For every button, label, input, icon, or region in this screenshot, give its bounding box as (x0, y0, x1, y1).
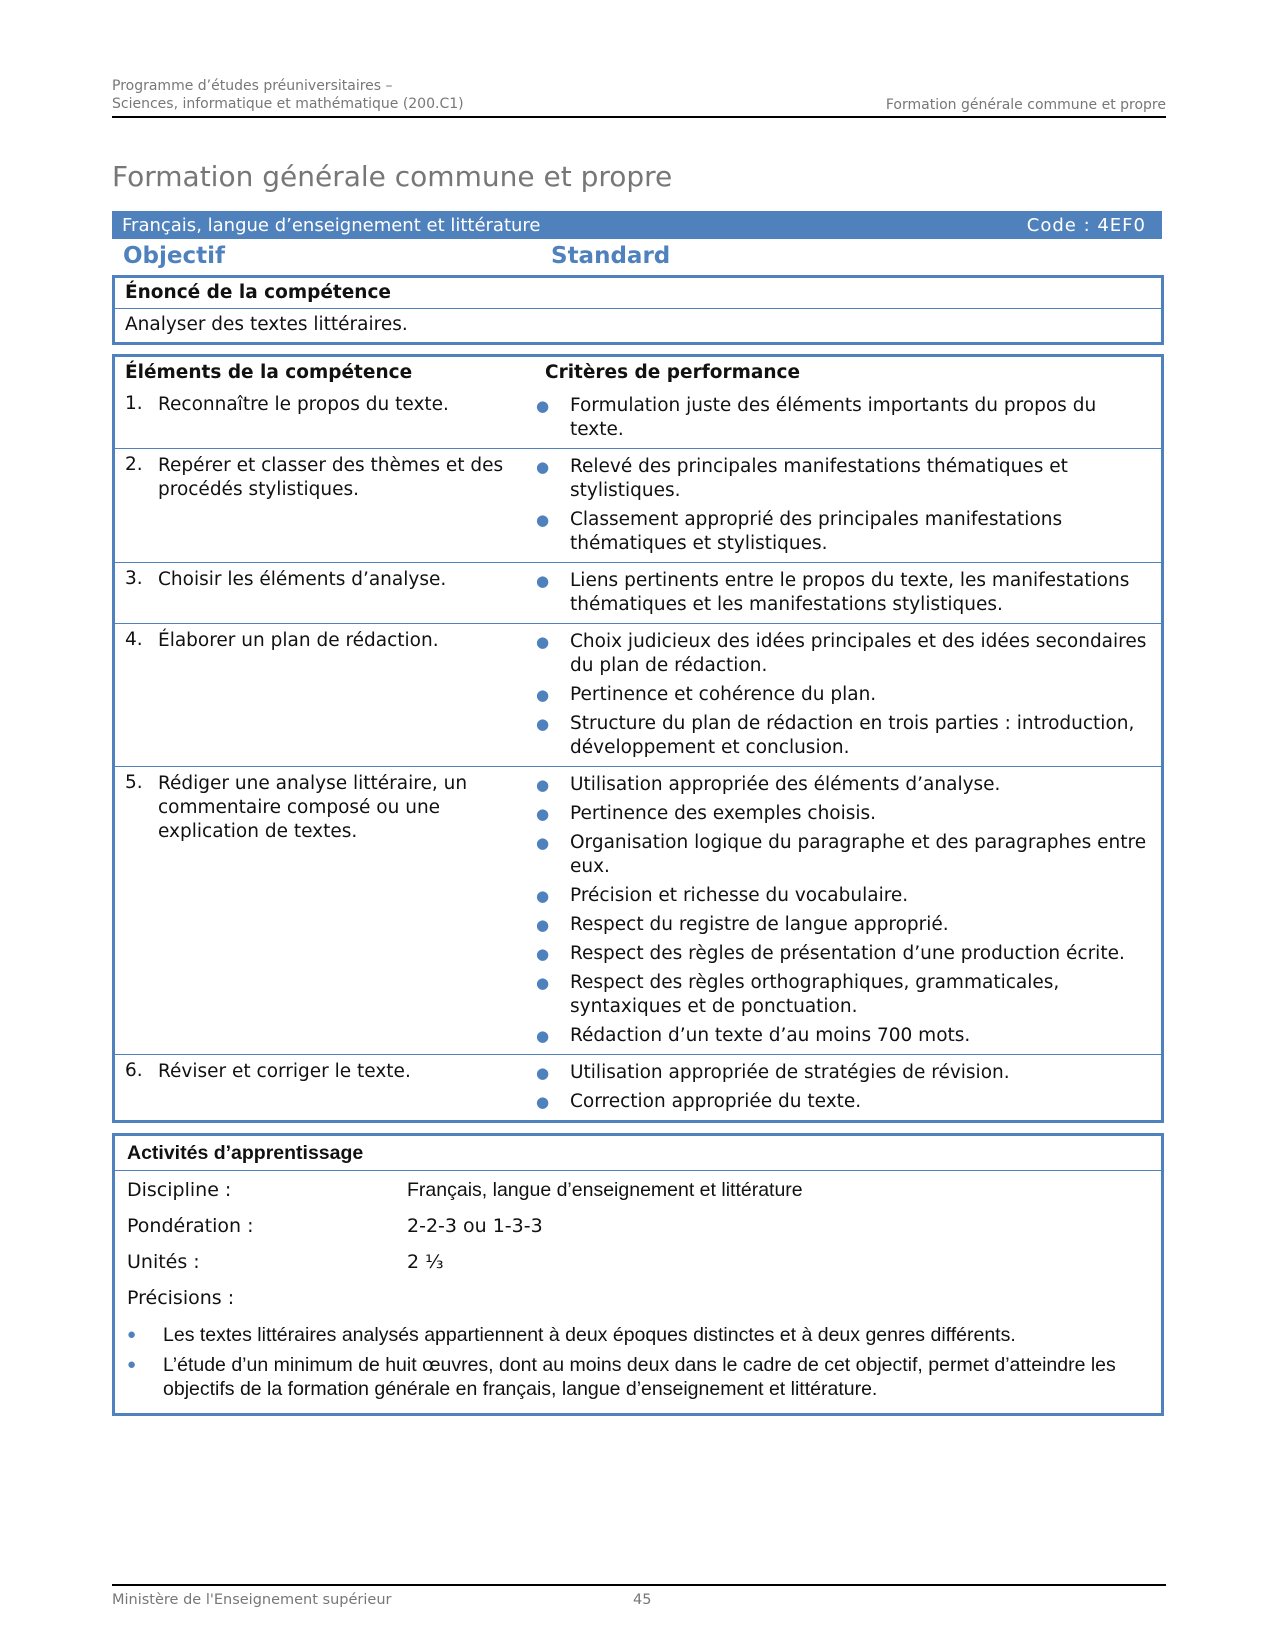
element-cell (125, 1060, 515, 1084)
column-objectif: Objectif (123, 243, 226, 269)
element-cell (125, 393, 515, 417)
enonce-text: Analyser des textes littéraires. (125, 314, 408, 335)
criteria-cell (535, 563, 1161, 623)
precision-item (115, 1353, 1161, 1401)
bullet-icon: ● (536, 1064, 550, 1082)
bullet-icon: ● (536, 776, 550, 794)
criterion-text: Respect des règles de présentation d’une production écrite. (570, 943, 1125, 964)
activites-box (112, 1133, 1164, 1416)
competence-table (112, 354, 1164, 1123)
bullet-icon: ● (536, 633, 550, 651)
element-text: Réviser et corriger le texte. (158, 1061, 411, 1082)
header-line-1: Programme d’études préuniversitaires – (112, 78, 393, 94)
element-cell (125, 772, 515, 844)
element-text: Choisir les éléments d’analyse. (158, 569, 447, 590)
bullet-icon: ● (536, 805, 550, 823)
element-text: Rédiger une analyse littéraire, un commentaire composé ou une explication de textes. (158, 773, 468, 842)
element-number: 2. (125, 454, 143, 475)
competence-row (115, 766, 1161, 1054)
precisions-list (115, 1323, 1161, 1401)
element-cell (125, 454, 515, 502)
criterion-item (535, 1061, 1147, 1085)
element-cell (125, 568, 515, 592)
page-footer (112, 1584, 1166, 1608)
course-discipline: Français, langue d’enseignement et littérature (122, 215, 541, 236)
element-number: 1. (125, 393, 143, 414)
criterion-item (535, 913, 1147, 937)
criterion-item (535, 455, 1147, 503)
bullet-icon: ● (536, 916, 550, 934)
bullet-icon: ● (536, 686, 550, 704)
bullet-icon: ● (536, 458, 550, 476)
criterion-text: Utilisation appropriée des éléments d’analyse. (570, 774, 1001, 795)
criterion-text: Formulation juste des éléments importants du propos du texte. (570, 395, 1097, 440)
page-header (112, 74, 1166, 118)
criteria-list (535, 563, 1147, 623)
criterion-text: Correction appropriée du texte. (570, 1091, 862, 1112)
element-number: 4. (125, 629, 143, 650)
element-text: Repérer et classer des thèmes et des procédés stylistiques. (158, 455, 504, 500)
header-section: Formation générale commune et propre (885, 97, 1166, 113)
page-title: Formation générale commune et propre (112, 160, 673, 193)
criterion-item (535, 1024, 1147, 1048)
criterion-text: Utilisation appropriée de stratégies de révision. (570, 1062, 1010, 1083)
criteria-list (535, 767, 1147, 1054)
criterion-item (535, 942, 1147, 966)
criteria-cell (535, 449, 1161, 562)
criterion-item (535, 394, 1147, 442)
criteria-list (535, 449, 1147, 562)
elements-label: Éléments de la compétence (125, 362, 413, 383)
criterion-text: Rédaction d’un texte d’au moins 700 mots. (570, 1025, 971, 1046)
criterion-text: Pertinence et cohérence du plan. (570, 684, 877, 705)
criterion-text: Classement approprié des principales manifestations thématiques et stylistiques. (570, 509, 1063, 554)
criterion-item (535, 683, 1147, 707)
unites-row (115, 1245, 1161, 1281)
competence-header-row (115, 357, 1161, 388)
unites-value: 2 ⅓ (407, 1251, 444, 1273)
enonce-label: Énoncé de la compétence (125, 282, 391, 303)
ponderation-value: 2-2-3 ou 1-3-3 (407, 1215, 543, 1237)
criterion-item (535, 569, 1147, 617)
bullet-icon: ● (536, 1093, 550, 1111)
criterion-item (535, 831, 1147, 879)
element-text: Reconnaître le propos du texte. (158, 394, 449, 415)
competence-row (115, 1054, 1161, 1120)
criterion-item (535, 508, 1147, 556)
criterion-text: Pertinence des exemples choisis. (570, 803, 877, 824)
criterion-text: Relevé des principales manifestations thématiques et stylistiques. (570, 456, 1068, 501)
unites-label: Unités : (127, 1251, 200, 1273)
criterion-item (535, 712, 1147, 760)
ponderation-row (115, 1209, 1161, 1245)
criteria-cell (535, 767, 1161, 1054)
discipline-row (115, 1173, 1161, 1209)
discipline-value: Français, langue d’enseignement et littérature (407, 1179, 803, 1201)
element-number: 6. (125, 1060, 143, 1081)
criterion-item (535, 630, 1147, 678)
precisions-row (115, 1281, 1161, 1317)
precision-item (115, 1323, 1161, 1347)
course-code: Code : 4EF0 (1026, 215, 1146, 236)
criteria-list (535, 388, 1147, 448)
element-number: 3. (125, 568, 143, 589)
discipline-label: Discipline : (127, 1179, 232, 1201)
criterion-text: Choix judicieux des idées principales et des idées secondaires du plan de rédaction. (570, 631, 1147, 676)
header-line-2: Sciences, informatique et mathématique (200.C1) (112, 96, 464, 112)
bullet-icon: ● (536, 887, 550, 905)
bullet-icon: ● (536, 974, 550, 992)
activites-label: Activités d’apprentissage (127, 1142, 364, 1164)
bullet-icon: ● (536, 834, 550, 852)
element-number: 5. (125, 772, 143, 793)
criterion-text: Précision et richesse du vocabulaire. (570, 885, 909, 906)
bullet-icon: ● (127, 1356, 137, 1373)
competence-row (115, 448, 1161, 562)
bullet-icon: ● (536, 511, 550, 529)
criterion-text: Organisation logique du paragraphe et des paragraphes entre eux. (570, 832, 1147, 877)
criterion-item (535, 802, 1147, 826)
criterion-text: Respect des règles orthographiques, grammaticales, syntaxiques et de ponctuation. (570, 972, 1060, 1017)
criteres-label: Critères de performance (545, 362, 801, 383)
competence-row (115, 623, 1161, 766)
course-band (112, 211, 1162, 239)
header-program (112, 77, 464, 113)
element-text: Élaborer un plan de rédaction. (158, 630, 439, 651)
competence-row (115, 388, 1161, 448)
precisions-label: Précisions : (127, 1287, 235, 1309)
page-number: 45 (633, 1592, 652, 1608)
bullet-icon: ● (536, 715, 550, 733)
criterion-text: Respect du registre de langue approprié. (570, 914, 949, 935)
bullet-icon: ● (127, 1326, 137, 1343)
criteria-list (535, 624, 1147, 766)
criterion-item (535, 884, 1147, 908)
enonce-box (112, 275, 1164, 345)
bullet-icon: ● (536, 1027, 550, 1045)
criteria-cell (535, 1055, 1161, 1120)
element-cell (125, 629, 515, 653)
criterion-item (535, 971, 1147, 1019)
criteria-cell (535, 388, 1161, 448)
bullet-icon: ● (536, 945, 550, 963)
precision-text: Les textes littéraires analysés appartiennent à deux époques distinctes et à deux genres différents. (163, 1324, 1016, 1346)
criterion-text: Structure du plan de rédaction en trois parties : introduction, développement et conclusion. (570, 713, 1135, 758)
criterion-text: Liens pertinents entre le propos du texte, les manifestations thématiques et les manifestations stylistiques. (570, 570, 1130, 615)
ponderation-label: Pondération : (127, 1215, 254, 1237)
criteria-cell (535, 624, 1161, 766)
criterion-item (535, 1090, 1147, 1114)
bullet-icon: ● (536, 572, 550, 590)
precision-text: L’étude d’un minimum de huit œuvres, dont au moins deux dans le cadre de cet objectif, permet d’atteindre les objectifs de la formation générale en français, langue d’enseignement et littérature. (163, 1354, 1116, 1400)
criteria-list (535, 1055, 1147, 1120)
column-standard: Standard (551, 243, 671, 269)
criterion-item (535, 773, 1147, 797)
competence-row (115, 562, 1161, 623)
footer-ministry: Ministère de l'Enseignement supérieur (112, 1592, 392, 1608)
bullet-icon: ● (536, 397, 550, 415)
